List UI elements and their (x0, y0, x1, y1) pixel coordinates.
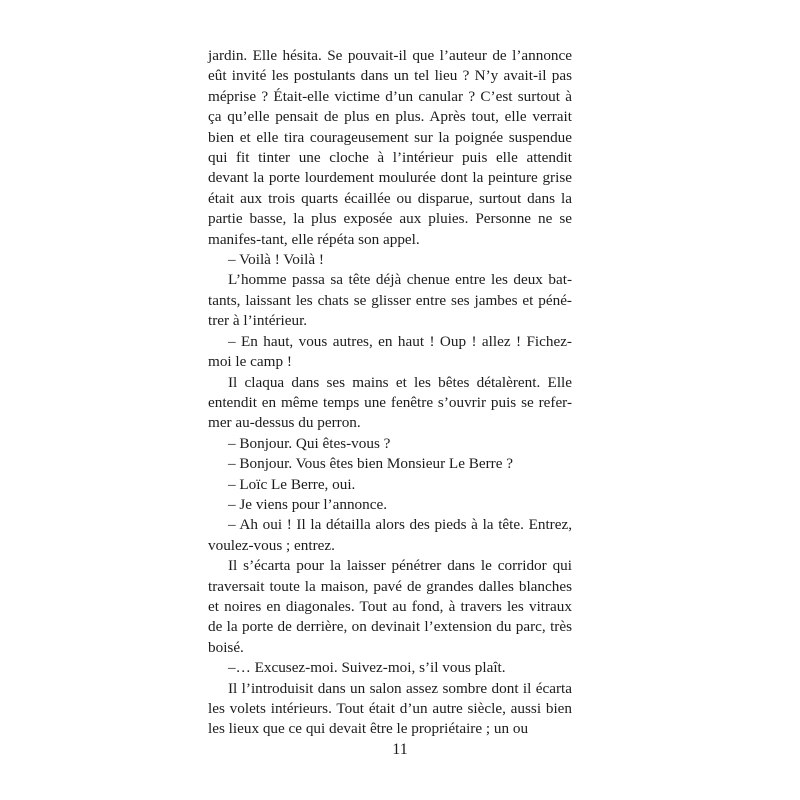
page-number: 11 (392, 741, 408, 758)
paragraph: – Bonjour. Qui êtes-vous ? (228, 434, 391, 452)
paragraph: – Je viens pour l’annonce. (228, 495, 388, 513)
paragraph: Il s’écarta pour la laisser pénétrer dans le corridor qui traversait toute la maison, pavé de grandes dalles blanches et noires en diagonales. Tout au fond, à travers les vitraux de la porte de derrière, on devinait l’extension du parc, très boisé. (208, 557, 572, 656)
paragraph: jardin. Elle hésita. Se pouvait-il que l’auteur de l’annonce eût invité les postulants dans un tel lieu ? N’y avait-il pas méprise ? Était-elle victime d’un canular ? C’est surtout à ça qu’elle pensait de plus en plus. Après tout, elle verrait bien et elle tira courageusement sur la poignée suspendue qui fit tinter une cloche à l’intérieur puis elle attendit devant la porte lourdement moulurée dont la peinture grise était aux trois quarts écaillée ou disparue, surtout dans la partie basse, la plus exposée aux pluies. Personne ne se manifes-tant, elle répéta son appel. (208, 47, 572, 248)
paragraph: – Bonjour. Vous êtes bien Monsieur Le Berre ? (228, 455, 514, 473)
body-text (208, 46, 572, 740)
paragraph: – Voilà ! Voilà ! (228, 251, 324, 269)
paragraph: Il claqua dans ses mains et les bêtes détalèrent. Elle entendit en même temps une fenêtre s’ouvrir puis se refer-mer au-dessus du perron. (208, 373, 572, 432)
paragraph: L’homme passa sa tête déjà chenue entre les deux bat-tants, laissant les chats se glisser entre ses jambes et péné-trer à l’intérieur. (208, 271, 572, 330)
paragraph: – Loïc Le Berre, oui. (228, 475, 356, 493)
paragraph: –… Excusez-moi. Suivez-moi, s’il vous plaît. (228, 659, 506, 677)
paragraph: Il l’introduisit dans un salon assez sombre dont il écarta les volets intérieurs. Tout était d’un autre siècle, aussi bien les lieux que ce qui devait être le propriétaire ; un ou (208, 679, 572, 738)
paragraph: – Ah oui ! Il la détailla alors des pieds à la tête. Entrez, voulez-vous ; entrez. (208, 516, 572, 554)
paragraph: – En haut, vous autres, en haut ! Oup ! allez ! Fichez-moi le camp ! (208, 332, 572, 371)
